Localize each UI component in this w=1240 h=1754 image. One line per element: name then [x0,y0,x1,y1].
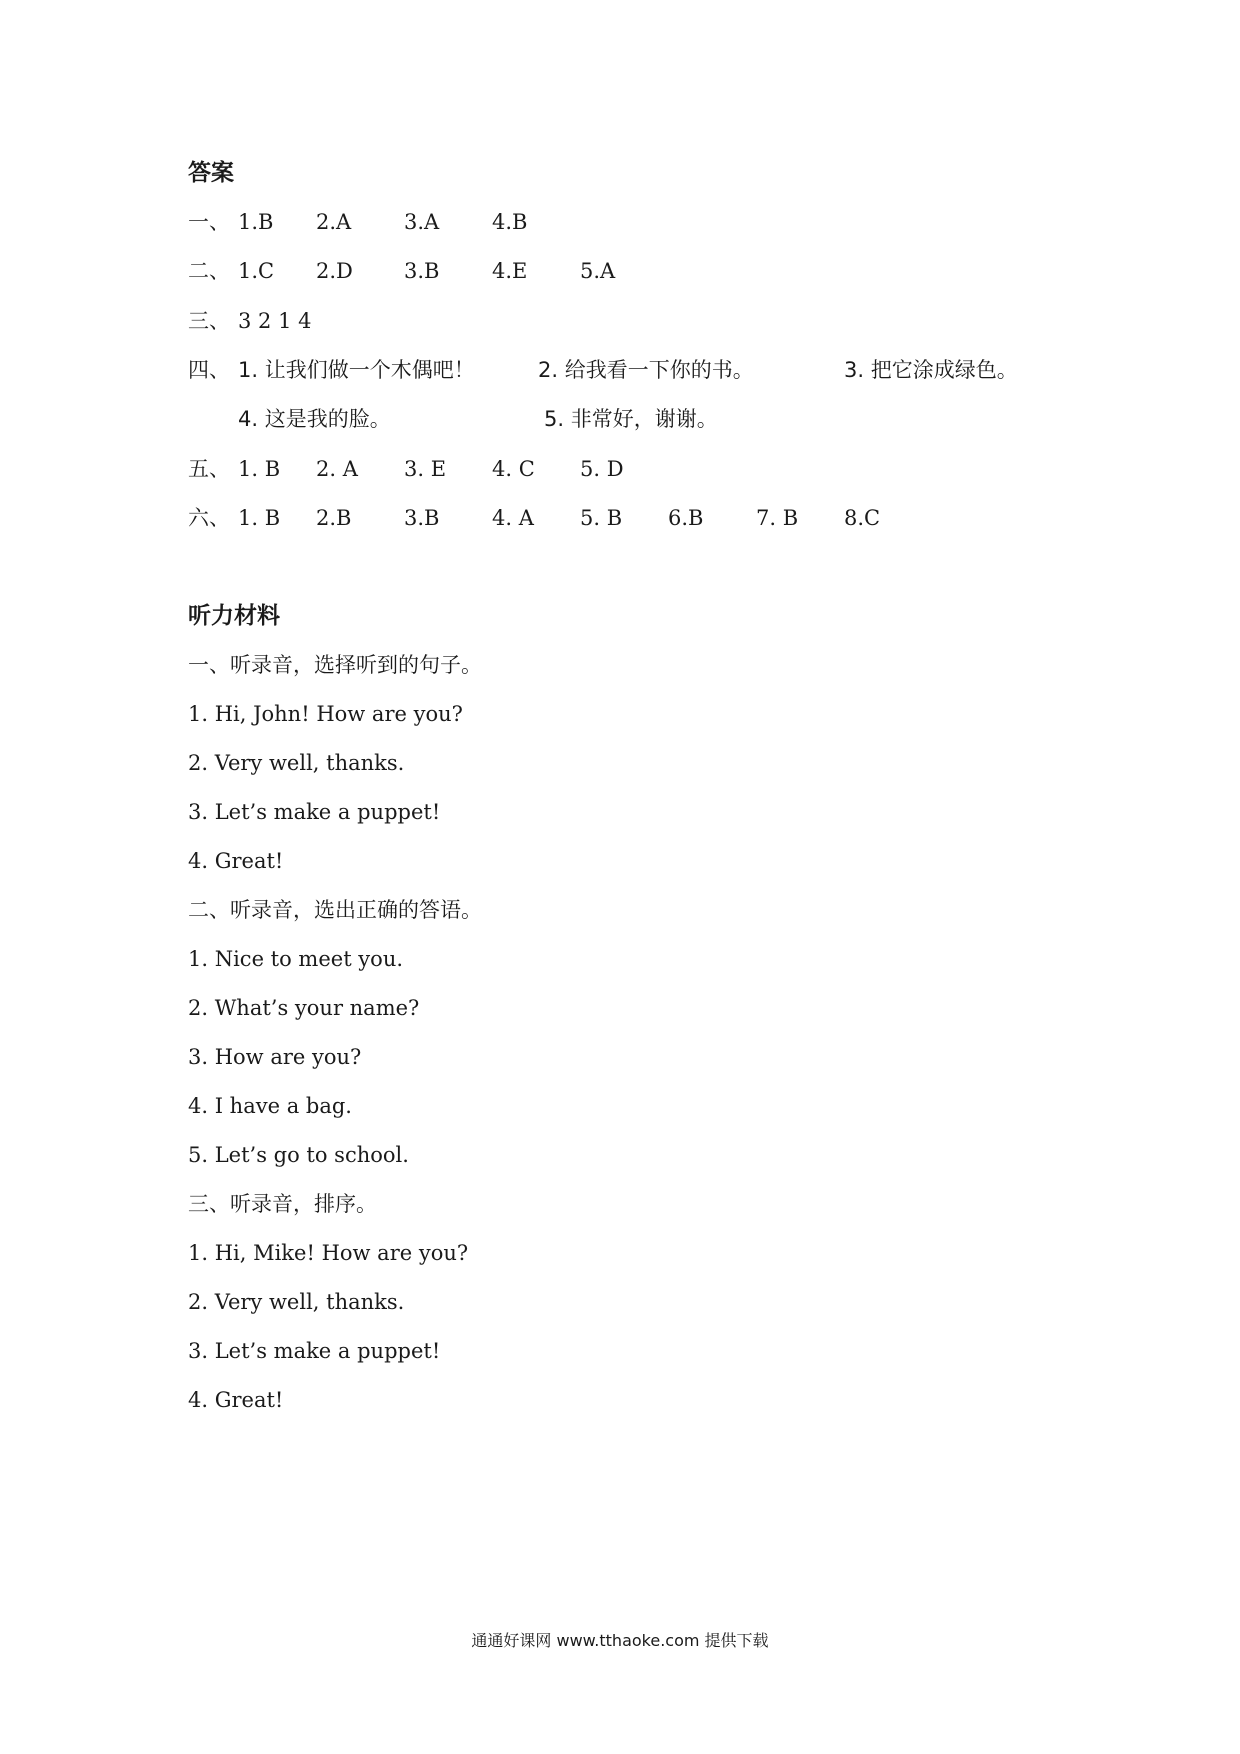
listening-line: 3. How are you? [188,1045,362,1069]
answer-item: 4. C [492,457,535,481]
answer-item: 4. 这是我的脸。 [238,407,391,431]
answer-item: 4.B [492,210,528,234]
answer-item: 2. A [316,457,358,481]
listening-line: 2. Very well, thanks. [188,751,405,775]
answer-item: 5. B [580,506,623,530]
listening-line: 2. Very well, thanks. [188,1290,405,1314]
answer-item: 1. 让我们做一个木偶吧！ [238,358,475,382]
answers-heading: 答案 [188,160,234,186]
answer-item: 5.A [580,259,616,283]
answer-item: 8.C [844,506,881,530]
answer-item: 3.A [404,210,440,234]
answer-row-prefix: 一、 [188,210,230,234]
listening-line: 5. Let’s go to school. [188,1143,409,1167]
listening-heading: 听力材料 [188,603,280,629]
listening-instruction: 二、听录音，选出正确的答语。 [188,898,482,922]
answer-row-prefix: 五、 [188,457,230,481]
listening-line: 4. Great! [188,1388,284,1412]
answer-item: 2.B [316,506,352,530]
answer-row-prefix: 四、 [188,358,230,382]
answer-item: 2.A [316,210,352,234]
listening-line: 1. Hi, John! How are you? [188,702,463,726]
answer-item: 1.C [238,259,275,283]
answer-item: 1. B [238,457,281,481]
listening-line: 1. Nice to meet you. [188,947,404,971]
answer-item: 5. 非常好，谢谢。 [544,407,718,431]
answer-item: 7. B [756,506,799,530]
answer-row-prefix: 三、 [188,309,230,333]
answer-item: 2. 给我看一下你的书。 [538,358,754,382]
listening-line: 1. Hi, Mike! How are you? [188,1241,469,1265]
listening-instruction: 三、听录音，排序。 [188,1192,377,1216]
answer-item: 3. E [404,457,447,481]
listening-line: 3. Let’s make a puppet! [188,1339,441,1363]
answer-item: 3.B [404,259,440,283]
listening-line: 3. Let’s make a puppet! [188,800,441,824]
answer-item: 1.B [238,210,274,234]
page-footer: 通通好课网 www.tthaoke.com 提供下载 [471,1631,769,1650]
listening-line: 2. What’s your name? [188,996,420,1020]
answer-item: 2.D [316,259,353,283]
answer-row-prefix: 二、 [188,259,230,283]
answer-item: 5. D [580,457,624,481]
answer-item: 4.E [492,259,528,283]
answer-item: 6.B [668,506,704,530]
answer-item: 3 2 1 4 [238,309,312,333]
answer-row-prefix: 六、 [188,506,230,530]
answer-item: 4. A [492,506,534,530]
listening-line: 4. Great! [188,849,284,873]
answer-item: 3.B [404,506,440,530]
answer-item: 1. B [238,506,281,530]
listening-line: 4. I have a bag. [188,1094,352,1118]
listening-instruction: 一、听录音，选择听到的句子。 [188,653,482,677]
answer-item: 3. 把它涂成绿色。 [844,358,1018,382]
